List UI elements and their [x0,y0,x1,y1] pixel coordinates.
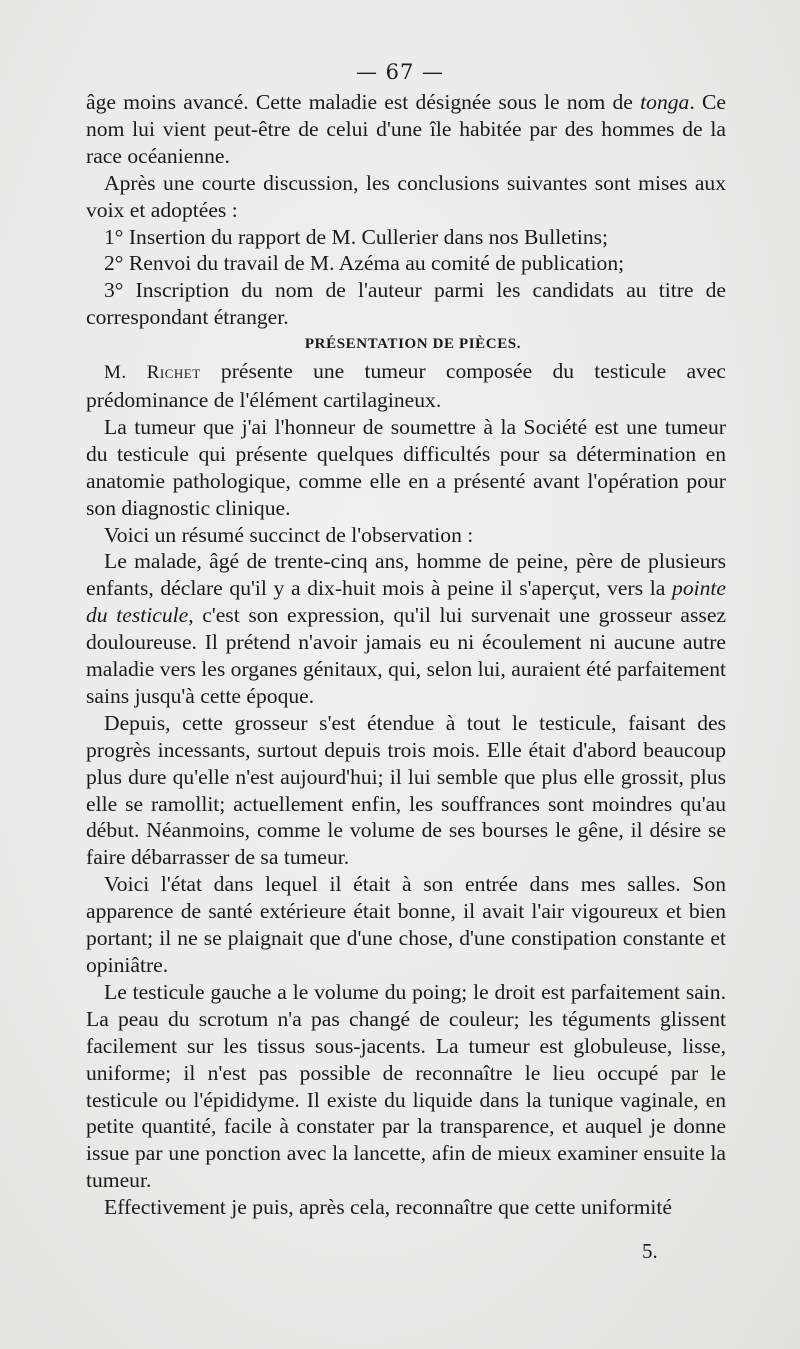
text-run: Après une courte discussion, les conclusions suivantes sont mises aux voix et adoptées : [86,170,726,222]
paragraph [86,548,726,709]
text-run: présente une tumeur composée du testicule avec prédominance de l'élément cartilagineux. [86,359,726,412]
paragraph [86,277,726,331]
paragraph-continuation [86,89,726,170]
paragraph [86,522,726,549]
text-run: Depuis, cette grosseur s'est étendue à tout le testicule, faisant des progrès incessants, surtout depuis trois mois. Elle était d'abord beaucoup plus dure qu'elle n'est aujourd'hui; il lui semble que plus elle grossit, plus elle se ramollit; actuellement enfin, les souffrances sont moindres qu'au début. Néanmoins, comme le volume de ses bourses le gêne, il désire se faire débarrasser de sa tumeur. [86,710,726,870]
italic-text: pointe du testicule, [86,576,726,628]
text-run: 2° Renvoi du travail de M. Azéma au comité de publication; [104,251,625,276]
text-run: Effectivement je puis, après cela, reconnaître que cette uniformité [104,1195,672,1220]
signature-mark: 5. [642,1239,658,1263]
paragraph [86,979,726,1194]
italic-text: tonga [640,90,690,114]
text-run: 1° Insertion du rapport de M. Cullerier dans nos Bulletins; [104,224,609,249]
speaker-name: M. Richet [104,362,201,384]
paragraph [86,710,726,871]
paragraph [86,170,726,224]
text-run: Le testicule gauche a le volume du poing; le droit est parfaitement sain. La peau du scrotum n'a pas changé de couleur; les téguments glissent facilement sur les tissus sous-jacents. La tumeur est globuleuse, lisse, uniforme; il n'est pas possible de reconnaître le lieu occupé par le testicule ou l'épididyme. Il existe du liquide dans la tunique vaginale, en petite quantité, facile à constater par la transparence, et auquel je donne issue par une ponction avec la lancette, afin de mieux examiner ensuite la tumeur. [86,979,726,1193]
paragraph [86,250,726,277]
text-run: Voici l'état dans lequel il était à son entrée dans mes salles. Son apparence de santé extérieure était bonne, il avait l'air vigoureux et bien portant; il ne se plaignait que d'une chose, d'une constipation constante et opiniâtre. [86,872,726,977]
paragraph [86,224,726,251]
text-run: c'est son expression, qu'il lui survenait une grosseur assez douloureuse. Il prétend n'avoir jamais eu ni écoulement ni aucune autre maladie vers les organes génitaux, qui, selon lui, auraient été parfaitement sains jusqu'à cette époque. [86,603,726,708]
text-run: . Ce nom lui vient peut-être de celui d'une île habitée par des hommes de la race océanienne. [86,90,726,168]
text-run: Le malade, âgé de trente-cinq ans, homme de peine, père de plusieurs enfants, déclare qu'il y a dix-huit mois à peine il s'aperçut, vers la [86,549,726,601]
text-run: Voici un résumé succinct de l'observation : [104,522,474,547]
text-run: 3° Inscription du nom de l'auteur parmi les candidats au titre de correspondant étranger. [86,278,726,330]
text-run: La tumeur que j'ai l'honneur de soumettre à la Société est une tumeur du testicule qui présente quelques difficultés pour sa détermination en anatomie pathologique, comme elle en a présenté avant l'opération pour son diagnostic clinique. [86,414,726,520]
paragraph [86,1194,726,1221]
text-run: âge moins avancé. Cette maladie est désignée sous le nom de [86,90,641,114]
page-number: — 67 — [355,60,445,84]
paragraph [86,414,726,522]
text-run: PRÉSENTATION DE PIÈCES. [304,336,522,353]
section-heading [86,331,726,358]
paragraph [86,358,726,414]
body-text [86,89,726,1221]
paragraph [86,871,726,979]
